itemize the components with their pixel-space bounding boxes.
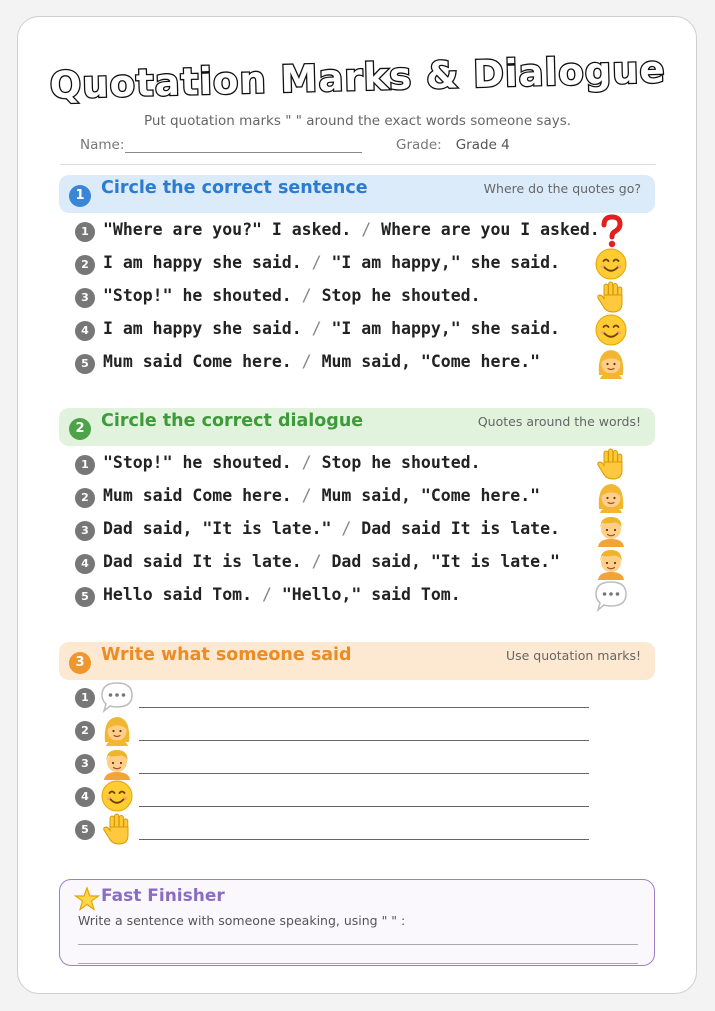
section-hint: Quotes around the words!: [477, 414, 641, 429]
choice-pair: [103, 585, 461, 604]
name-field[interactable]: [125, 152, 362, 153]
smiling-face-icon: [593, 246, 629, 282]
question-row: [75, 217, 635, 247]
answer-line[interactable]: [139, 740, 589, 741]
man-icon: [593, 512, 629, 548]
instructions: Put quotation marks " " around the exact words someone says.: [143, 113, 572, 129]
question-number: 4: [75, 554, 95, 574]
section-2-banner: [59, 408, 655, 446]
raised-hand-icon: [593, 446, 629, 482]
choice-a[interactable]: "Stop!" he shouted.: [103, 453, 292, 472]
section-title: Circle the correct sentence: [101, 178, 368, 198]
grade-row: [396, 137, 510, 153]
question-row: [75, 483, 635, 513]
question-mark-icon: [593, 213, 629, 249]
choice-b[interactable]: Dad said It is late.: [361, 519, 560, 538]
write-row: [75, 716, 595, 746]
question-row: [75, 516, 635, 546]
question-number: 2: [75, 721, 95, 741]
answer-line[interactable]: [139, 773, 589, 774]
choice-pair: [103, 220, 600, 239]
write-row: [75, 749, 595, 779]
choice-b[interactable]: Where are you I asked.: [381, 220, 600, 239]
choice-b[interactable]: "Hello," said Tom.: [281, 585, 461, 604]
choice-separator: /: [301, 253, 332, 272]
answer-line[interactable]: [78, 944, 638, 945]
divider: [60, 164, 656, 165]
choice-a[interactable]: "Stop!" he shouted.: [103, 286, 292, 305]
question-number: 5: [75, 587, 95, 607]
name-label: Name:: [80, 137, 125, 153]
question-row: [75, 450, 635, 480]
question-row: [75, 349, 635, 379]
question-number: 3: [75, 288, 95, 308]
section-hint: Use quotation marks!: [505, 648, 641, 663]
star-icon: [74, 886, 100, 912]
choice-separator: /: [301, 552, 332, 571]
question-number: 4: [75, 321, 95, 341]
choice-a[interactable]: I am happy she said.: [103, 319, 302, 338]
answer-line[interactable]: [78, 963, 638, 964]
choice-pair: [103, 286, 481, 305]
fast-finisher-title: Fast Finisher: [101, 886, 225, 906]
choice-b[interactable]: Stop he shouted.: [321, 453, 481, 472]
page-title: [0, 38, 715, 118]
choice-pair: [103, 453, 481, 472]
question-number: 2: [75, 255, 95, 275]
section-hint: Where do the quotes go?: [483, 181, 641, 196]
question-number: 3: [75, 754, 95, 774]
answer-line[interactable]: [139, 806, 589, 807]
section-title: Write what someone said: [101, 645, 352, 665]
choice-separator: /: [301, 319, 332, 338]
question-row: [75, 582, 635, 612]
question-row: [75, 316, 635, 346]
choice-a[interactable]: Dad said It is late.: [103, 552, 302, 571]
man-icon: [593, 545, 629, 581]
question-number: 5: [75, 354, 95, 374]
smiling-face-icon: [99, 778, 135, 814]
woman-icon: [593, 345, 629, 381]
choice-pair: [103, 253, 560, 272]
choice-separator: /: [351, 220, 382, 239]
choice-pair: [103, 519, 560, 538]
question-number: 1: [75, 222, 95, 242]
question-number: 5: [75, 820, 95, 840]
man-icon: [99, 745, 135, 781]
section-title: Circle the correct dialogue: [101, 411, 364, 431]
choice-pair: [103, 552, 560, 571]
choice-a[interactable]: "Where are you?" I asked.: [103, 220, 352, 239]
question-number: 2: [75, 488, 95, 508]
raised-hand-icon: [593, 279, 629, 315]
choice-b[interactable]: "I am happy," she said.: [331, 253, 560, 272]
grade-value: Grade 4: [455, 137, 510, 153]
choice-pair: [103, 352, 540, 371]
choice-a[interactable]: Mum said Come here.: [103, 352, 292, 371]
woman-icon: [99, 712, 135, 748]
page-title-graphic: [38, 38, 678, 118]
choice-a[interactable]: Mum said Come here.: [103, 486, 292, 505]
write-row: [75, 815, 595, 845]
question-row: [75, 283, 635, 313]
write-row: [75, 683, 595, 713]
choice-b[interactable]: "I am happy," she said.: [331, 319, 560, 338]
section-3-banner: [59, 642, 655, 680]
choice-separator: /: [291, 286, 322, 305]
woman-icon: [593, 479, 629, 515]
speech-bubble-icon: [593, 578, 629, 614]
choice-a[interactable]: I am happy she said.: [103, 253, 302, 272]
choice-separator: /: [252, 585, 282, 604]
raised-hand-icon: [99, 811, 135, 847]
choice-separator: /: [291, 352, 322, 371]
fast-finisher-box: [59, 879, 655, 966]
question-row: [75, 549, 635, 579]
choice-a[interactable]: Hello said Tom.: [103, 585, 253, 604]
question-number: 1: [75, 455, 95, 475]
section-1-banner: [59, 175, 655, 213]
speech-bubble-icon: [99, 679, 135, 715]
question-number: 3: [75, 521, 95, 541]
choice-separator: /: [291, 453, 322, 472]
section-number: 3: [69, 652, 91, 674]
grade-label: Grade:: [396, 137, 442, 153]
choice-pair: [103, 486, 540, 505]
section-number: 2: [69, 418, 91, 440]
choice-separator: /: [291, 486, 322, 505]
question-number: 4: [75, 787, 95, 807]
choice-separator: /: [331, 519, 362, 538]
section-number: 1: [69, 185, 91, 207]
choice-a[interactable]: Dad said, "It is late.": [103, 519, 332, 538]
choice-b[interactable]: Dad said, "It is late.": [331, 552, 560, 571]
question-number: 1: [75, 688, 95, 708]
page-title-text: Quotation Marks & Dialogue: [48, 47, 666, 108]
choice-b[interactable]: Mum said, "Come here.": [321, 352, 541, 371]
answer-line[interactable]: [139, 839, 589, 840]
question-row: [75, 250, 635, 280]
choice-b[interactable]: Mum said, "Come here.": [321, 486, 541, 505]
write-row: [75, 782, 595, 812]
smiling-face-icon: [593, 312, 629, 348]
choice-b[interactable]: Stop he shouted.: [321, 286, 481, 305]
answer-line[interactable]: [139, 707, 589, 708]
fast-finisher-prompt: Write a sentence with someone speaking, using " " :: [78, 913, 406, 928]
choice-pair: [103, 319, 560, 338]
